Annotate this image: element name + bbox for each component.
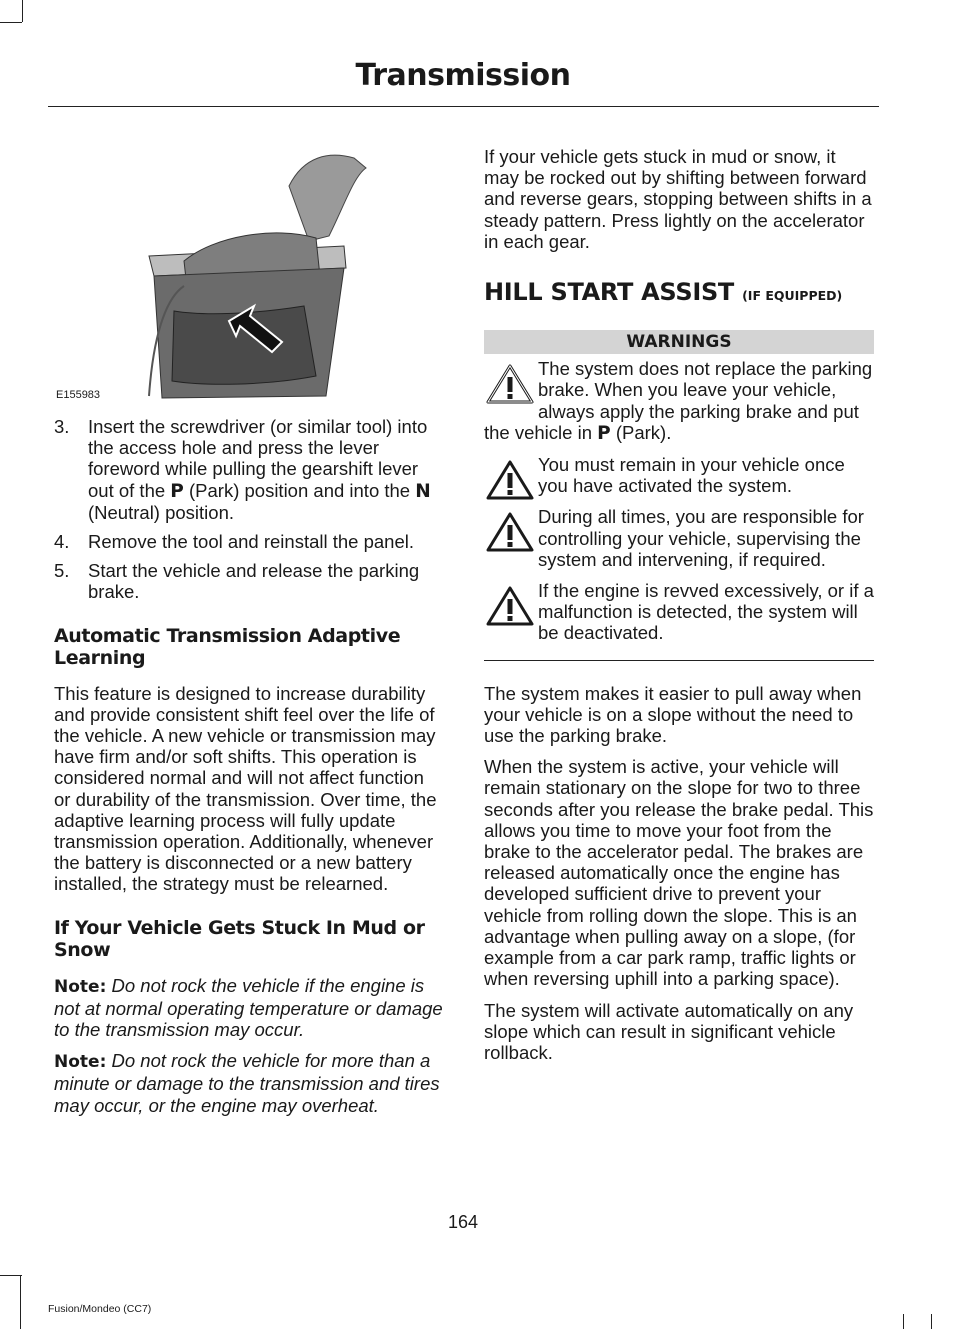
- gearshift-illustration: [54, 146, 444, 406]
- paragraph: If your vehicle gets stuck in mud or snow, it may be rocked out by shifting between forward and reverse gears, stopping between shifts in a steady pattern. Press lightly on the accelerator in each gear.: [484, 146, 872, 252]
- paragraph: This feature is designed to increase durability and provide consistent shift feel over the life of the vehicle. A new vehicle or transmission may have firm and/or soft shifts. This operation is considered normal and will not affect function or durability of the transmission. Over time, the adaptive learning process will fully update transmission operation. Additionally, whenever the battery is disconnected or a new battery installed, the strategy must be relearned.: [54, 682, 437, 895]
- heading-text: HILL START ASSIST: [484, 278, 735, 307]
- steps-list: [54, 416, 444, 603]
- page-number: 164: [447, 1212, 479, 1232]
- warning-text: During all times, you are responsible for controlling your vehicle, supervising the system and intervening, if required.: [538, 506, 864, 570]
- warning-triangle-icon: [484, 362, 536, 406]
- step-text: Start the vehicle and release the parking brake.: [88, 560, 420, 603]
- gearshift-figure: [54, 146, 444, 406]
- paragraph: The system will activate automatically on any slope which can result in significant vehicle rollback.: [484, 999, 854, 1063]
- list-item: [54, 416, 444, 523]
- note: [54, 975, 444, 1041]
- left-column: [54, 146, 444, 1126]
- warning-item: [484, 358, 874, 444]
- warning-triangle-icon: [484, 458, 536, 502]
- gear-letter: P: [597, 422, 611, 444]
- note-label: Note:: [54, 1052, 107, 1073]
- step-text-part: (Park) position and into the: [183, 479, 416, 501]
- warning-triangle-icon: [484, 510, 536, 554]
- step-number: 4.: [54, 531, 70, 553]
- crop-mark: [0, 1275, 22, 1276]
- warning-text: If the engine is revved excessively, or if a malfunction is detected, the system will be deactivated.: [538, 580, 874, 644]
- crop-mark: [903, 1314, 904, 1329]
- note-text: Do not rock the vehicle for more than a minute or damage to the transmission and tires may occur, or the engine may overheat.: [54, 1050, 440, 1116]
- gear-letter: P: [170, 480, 184, 502]
- list-item: [54, 531, 444, 552]
- crop-mark: [22, 0, 23, 22]
- step-text-part: (Neutral) position.: [88, 501, 235, 523]
- heading-qualifier: (IF EQUIPPED): [742, 288, 843, 304]
- step-text: [88, 416, 444, 523]
- step-number: 5.: [54, 560, 70, 582]
- paragraph: When the system is active, your vehicle will remain stationary on the slope for two to three seconds after you release the brake pedal. This allows you time to move your foot from the brake to the accelerator pedal. The brakes are released automatically once the engine has developed sufficient drive to prevent your vehicle from rolling down the slope. This is an advantage when pulling away on a slope, (for example from a car park ramp, traffic lights or when reversing uphill into a parking space).: [484, 756, 874, 990]
- warning-text: The system does not replace the parking brake. When you leave your vehicle, always apply the parking brake and put the vehicle in: [484, 358, 873, 443]
- title-divider: [48, 106, 879, 107]
- warning-item: [484, 580, 874, 644]
- gear-letter: N: [415, 480, 431, 502]
- section-heading-adaptive-learning: Automatic Transmission Adaptive Learning: [54, 624, 401, 669]
- page-title: Transmission: [355, 58, 571, 93]
- section-heading-stuck: If Your Vehicle Gets Stuck In Mud or Snow: [54, 916, 425, 961]
- crop-mark: [20, 1276, 21, 1329]
- warning-item: [484, 506, 874, 570]
- warnings-divider: [484, 654, 874, 661]
- right-column: [484, 146, 874, 1073]
- note-label: Note:: [54, 976, 107, 997]
- crop-mark: [0, 22, 22, 23]
- note: [54, 1050, 444, 1116]
- warning-text: You must remain in your vehicle once you have activated the system.: [538, 454, 845, 497]
- section-heading-hill-start-assist: [484, 278, 874, 307]
- note-text: Do not rock the vehicle if the engine is not at normal operating temperature or damage to the transmission may occur.: [54, 974, 443, 1041]
- list-item: [54, 560, 444, 602]
- step-number: 3.: [54, 416, 70, 437]
- figure-id: E155983: [56, 388, 101, 401]
- footer-model: Fusion/Mondeo (CC7): [48, 1303, 152, 1315]
- step-text-part: Insert the screwdriver (or similar tool) into the access hole and press the lever foreword while pulling the gearshift lever out of the: [88, 416, 428, 501]
- step-text: Remove the tool and reinstall the panel.: [88, 531, 415, 553]
- warning-text: (Park).: [610, 421, 672, 443]
- warning-triangle-icon: [484, 584, 536, 628]
- paragraph: The system makes it easier to pull away when your vehicle is on a slope without the need to use the parking brake.: [484, 682, 862, 747]
- warning-item: [484, 454, 874, 496]
- crop-mark: [931, 1314, 932, 1329]
- warnings-header: WARNINGS: [484, 330, 874, 354]
